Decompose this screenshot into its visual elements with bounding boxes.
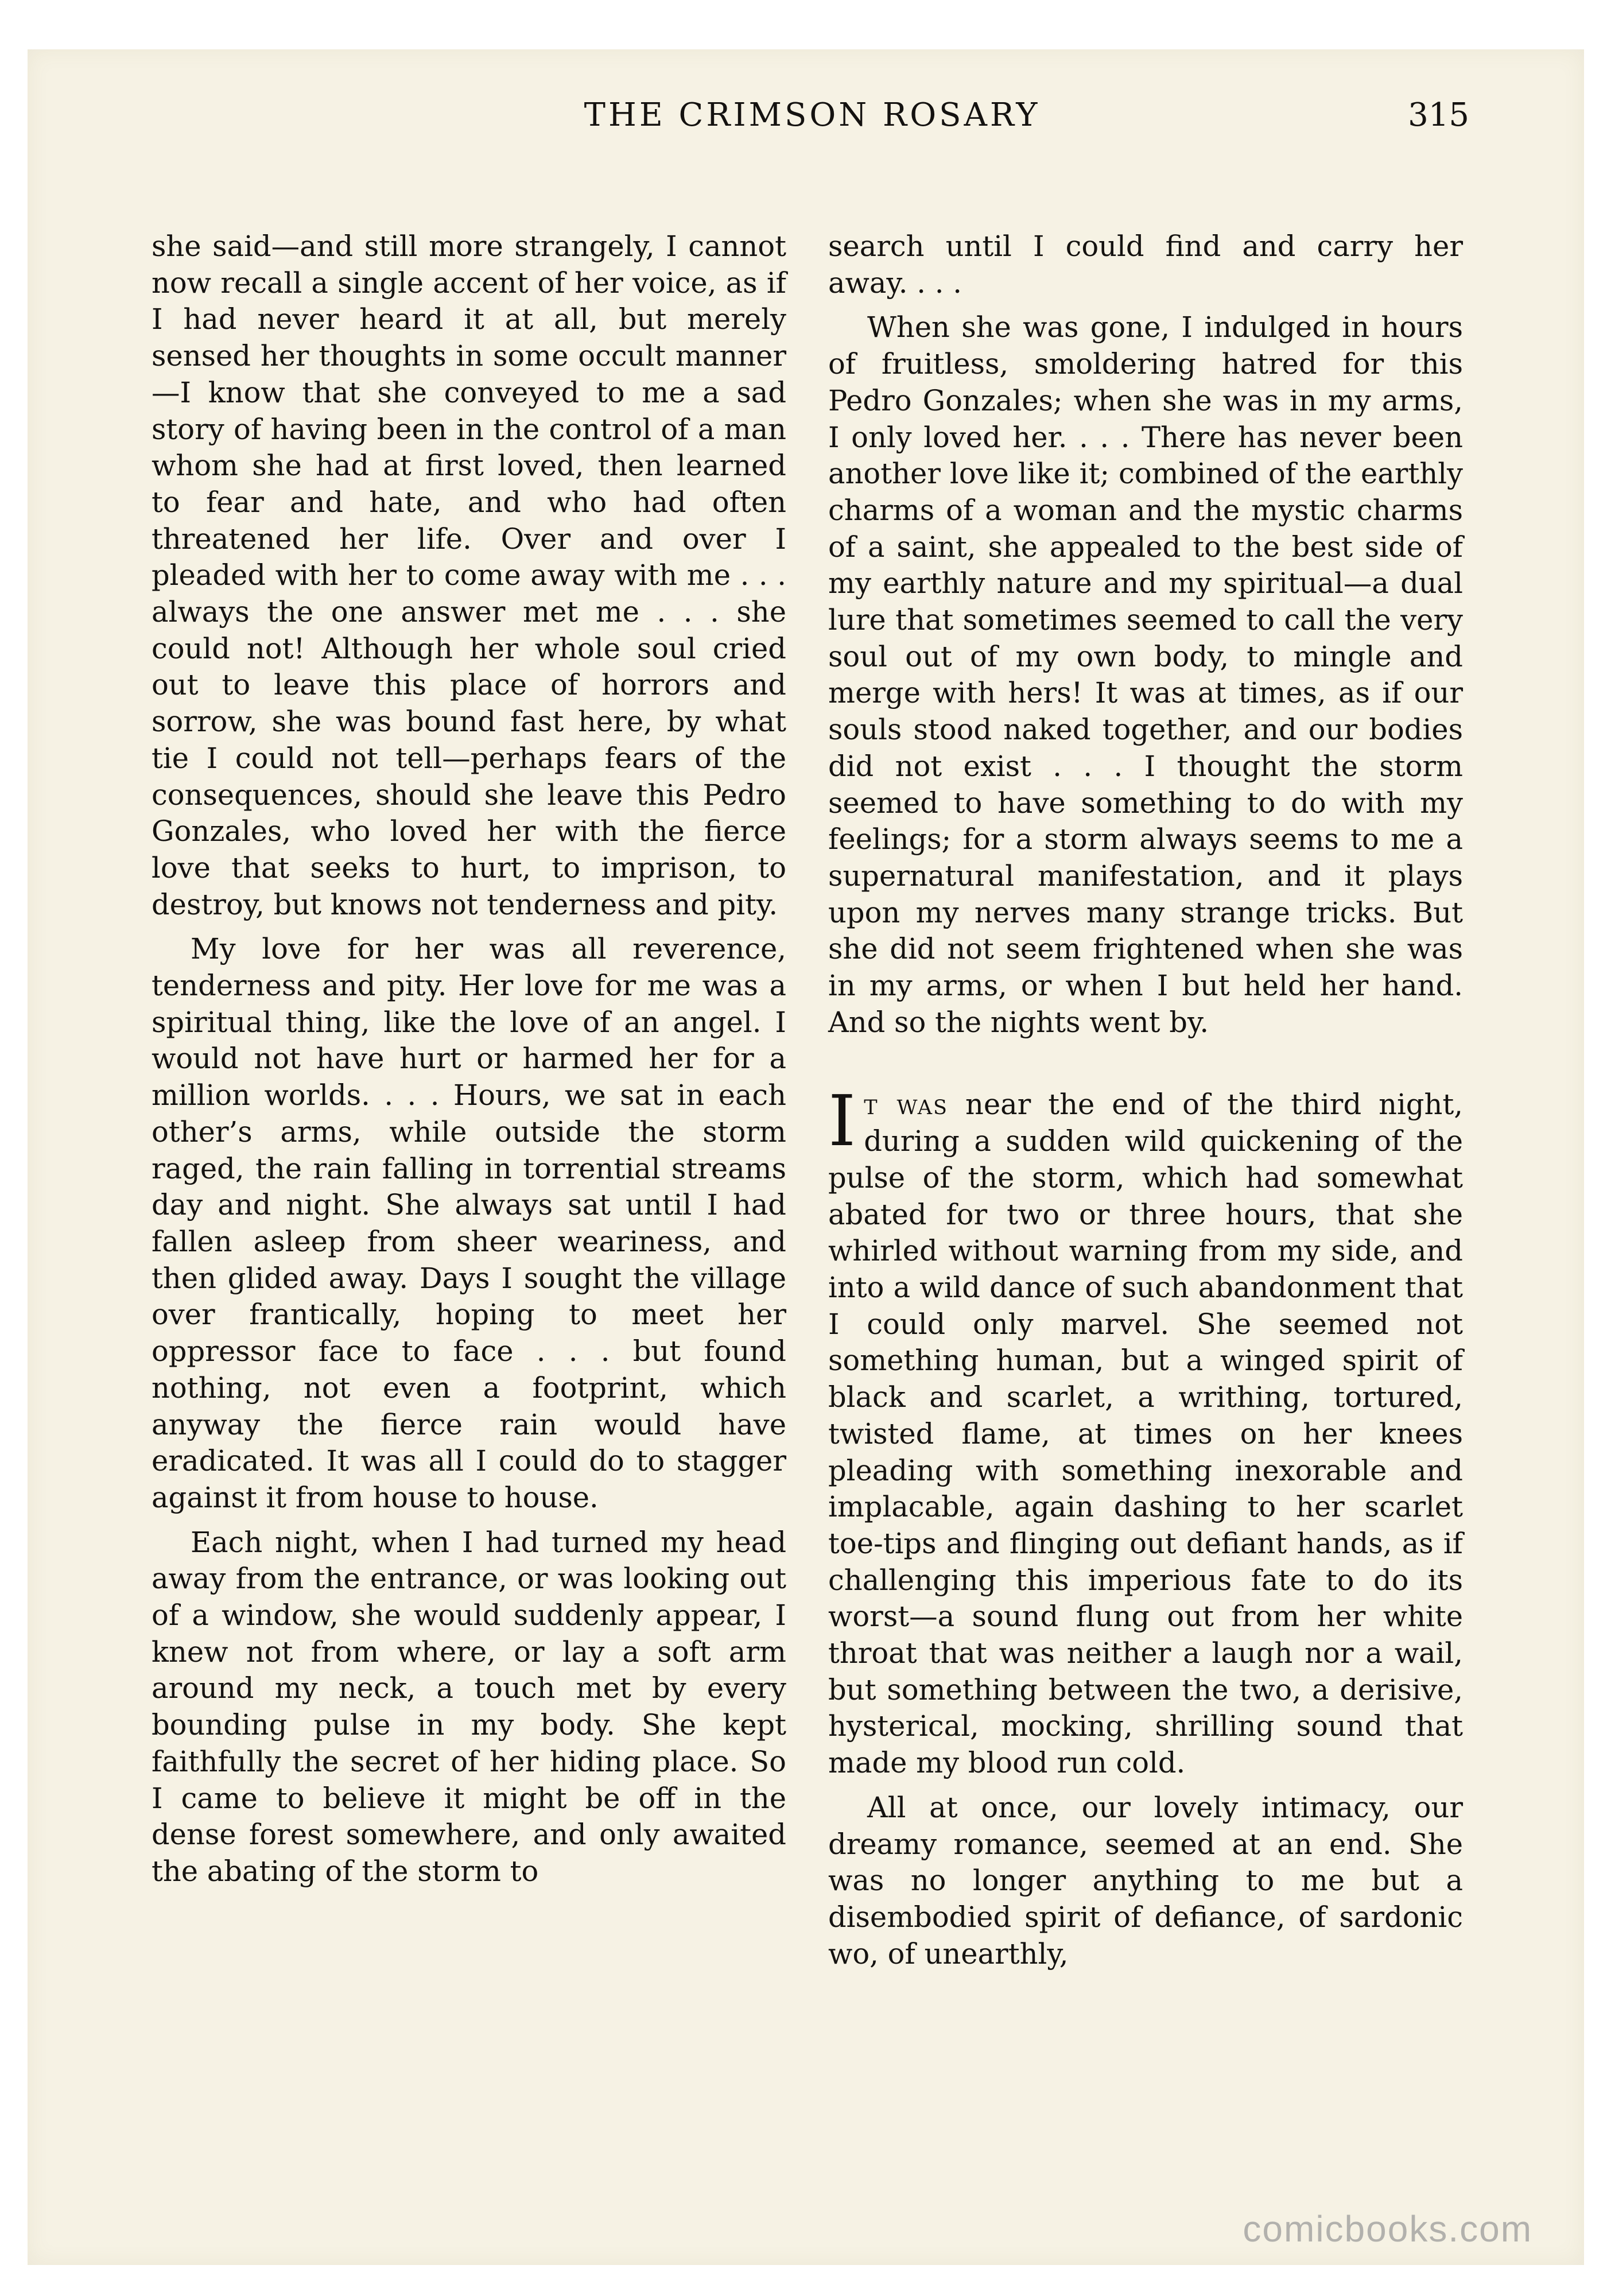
left-column <box>152 228 786 1890</box>
paragraph: All at once, our lovely intimacy, our dreamy romance, seemed at an end. She was no longer anything to me but a disembodied spirit of defiance, of sardonic wo, of unearthly, <box>828 1790 1463 1971</box>
paragraph: When she was gone, I indulged in hours of fruitless, smoldering hatred for this Pedro Gonzales; when she was in my arms, I only loved her. . . . There has never been another love like it; combined of the earthly charms of a woman and the mystic charms of a saint, she appealed to the best side of my earthly nature and my spiritual—a dual lure that sometimes seemed to call the very soul out of my own body, to mingle and merge with hers! It was at times, as if our souls stood naked together, and our bodies did not exist . . . I thought the storm seemed to have something to do with my feelings; for a storm always seems to me a supernatural manifestation, and it plays upon my nerves many strange tricks. But she did not seem frightened when she was in my arms, or when I but held her hand. And so the nights went by. <box>828 311 1463 1039</box>
right-column <box>828 228 1463 1972</box>
section-opening-paragraph <box>828 1080 1463 1781</box>
small-caps-lead: t was <box>864 1088 948 1122</box>
running-head <box>0 96 1607 142</box>
watermark: comicbooks.com <box>1243 2208 1532 2250</box>
paragraph: search until I could find and carry her away. . . . <box>828 230 1463 300</box>
paragraph: My love for her was all reverence, tenderness and pity. Her love for me was a spiritual thing, like the love of an angel. I would not have hurt or harmed her for a million worlds. . . . Hours, we sat in each other’s arms, while outside the storm raged, the rain falling in torrential streams day and night. She always sat until I had fallen asleep from sheer weariness, and then glided away. Days I sought the village over frantically, hoping to meet her oppressor face to face . . . but found nothing, not even a footprint, which anyway the fierce rain would have eradicated. It was all I could do to stagger against it from house to house. <box>152 932 786 1514</box>
page-number: 315 <box>1408 96 1469 134</box>
paragraph: Each night, when I had turned my head away from the entrance, or was looking out of a window, she would suddenly appear, I knew not from where, or lay a soft arm around my neck, a touch met by every bounding pulse in my body. She kept faithfully the secret of her hiding place. So I came to believe it might be off in the dense forest somewhere, and only awaited the abating of the storm to <box>152 1525 786 1888</box>
paragraph: she said—and still more strangely, I cannot now recall a single accent of her voice, as if I had never heard it at all, but merely sensed her thoughts in some occult manner—I know that she conveyed to me a sad story of having been in the control of a man whom she had at first loved, then learned to fear and hate, and who had often threatened her life. Over and over I pleaded with her to come away with me . . . always the one answer met me . . . she could not! Although her whole soul cried out to leave this place of horrors and sorrow, she was bound fast here, by what tie I could not tell—perhaps fears of the consequences, should she leave this Pedro Gonzales, who loved her with the fierce love that seeks to hurt, to imprison, to destroy, but knows not tenderness and pity. <box>152 230 786 921</box>
drop-cap: I <box>828 1080 856 1162</box>
section-text: near the end of the third night, during a sudden wild quickening of the pulse of the storm, which had somewhat abated for two or three hours, that she whirled without warning from my side, and into a wild dance of such abandonment that I could only marvel. She seemed not something human, but a winged spirit of black and scarlet, a writhing, tortured, twisted flame, at times on her knees pleading with something inexorable and implacable, again dashing to her scarlet toe-tips and flinging out defiant hands, as if challenging this imperious fate to do its worst—a sound flung out from her white throat that was neither a laugh nor a wail, but something between the two, a derisive, hysterical, mocking, shrilling sound that made my blood run cold. <box>828 1088 1463 1780</box>
running-title: THE CRIMSON ROSARY <box>584 96 1041 134</box>
